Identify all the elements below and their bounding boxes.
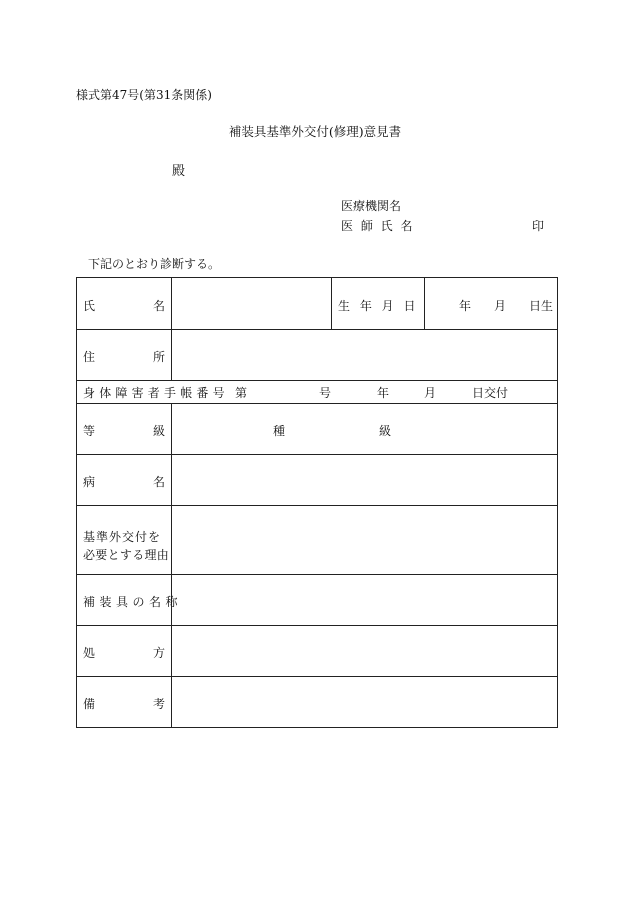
label-column-divider	[171, 278, 172, 380]
issue-day-unit: 日交付	[472, 386, 509, 400]
doctor-name-label: 医 師 氏 名	[341, 219, 415, 233]
name-label: 氏 名	[83, 299, 165, 313]
addressee-suffix: 殿	[172, 164, 186, 179]
birth-label-divider	[331, 278, 332, 329]
reason-label-line2: 必要とする理由	[83, 548, 170, 562]
remarks-label: 備 考	[83, 697, 165, 711]
type-unit: 種	[273, 424, 286, 438]
row-divider	[77, 574, 557, 575]
device-name-label: 補装具の名称	[83, 595, 183, 609]
handbook-number-prefix: 第	[235, 386, 248, 400]
row-divider	[77, 380, 557, 381]
birth-date-label: 生 年 月 日	[338, 299, 419, 313]
birth-month-unit: 月	[494, 299, 507, 313]
handbook-number-label: 身体障害者手帳番号	[83, 386, 229, 400]
issue-month-unit: 月	[424, 386, 437, 400]
form-number: 様式第47号(第31条関係)	[76, 88, 212, 102]
birth-value-divider	[424, 278, 425, 329]
address-label: 住 所	[83, 350, 165, 364]
reason-label	[83, 528, 169, 564]
birth-day-unit: 日生	[529, 299, 554, 313]
issue-year-unit: 年	[377, 386, 390, 400]
seal-mark: 印	[532, 219, 545, 233]
grade-label: 等 級	[83, 424, 165, 438]
row-divider	[77, 403, 557, 404]
row-divider	[77, 329, 557, 330]
handbook-number-field[interactable]	[249, 382, 317, 401]
prescription-label: 処 方	[83, 646, 165, 660]
opinion-form-table	[76, 277, 558, 728]
label-column-divider	[171, 403, 172, 727]
document-title: 補装具基準外交付(修理)意見書	[228, 124, 402, 139]
disease-name-label: 病 名	[83, 475, 165, 489]
remarks-field[interactable]	[173, 678, 556, 725]
row-divider	[77, 625, 557, 626]
address-field[interactable]	[173, 331, 556, 378]
diagnosis-statement: 下記のとおり診断する。	[88, 257, 221, 271]
medical-institution-label: 医療機関名	[341, 199, 402, 213]
reason-field[interactable]	[173, 507, 556, 572]
row-divider	[77, 676, 557, 677]
prescription-field[interactable]	[173, 627, 556, 674]
reason-label-line1: 基準外交付を	[83, 530, 162, 544]
birth-year-unit: 年	[459, 299, 472, 313]
grade-unit: 級	[379, 424, 392, 438]
handbook-number-suffix: 号	[319, 386, 332, 400]
name-field[interactable]	[173, 280, 329, 327]
row-divider	[77, 505, 557, 506]
device-name-field[interactable]	[173, 576, 556, 623]
disease-name-field[interactable]	[173, 456, 556, 503]
row-divider	[77, 454, 557, 455]
grade-field[interactable]	[173, 405, 556, 452]
